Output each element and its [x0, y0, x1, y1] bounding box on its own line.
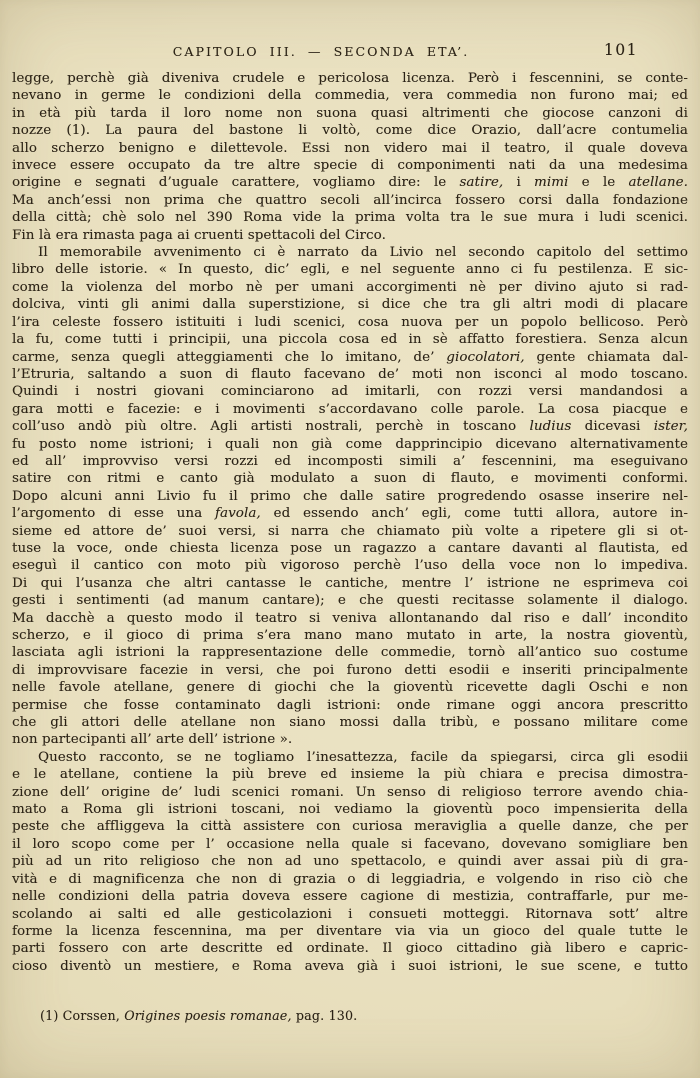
- text-line: coll’uso andò più oltre. Agli artisti nostrali, perchè in toscano ludius dicevasi ister,: [12, 419, 688, 435]
- text-line: Fin là era rimasta paga ai cruenti spettacoli del Circo.: [12, 227, 386, 243]
- text-line: gara motti e facezie: e i movimenti s’accordavano colle parole. La cosa piacque e: [12, 401, 688, 417]
- text-line: permise che fosse contaminato dagli istrioni: onde rimane oggi ancora prescritto: [12, 697, 688, 713]
- text-line: più ad un rito religioso che non ad uno spettacolo, e quindi aver assai più di gra-: [12, 854, 688, 870]
- text-line: vità e di magnificenza che non di grazia o di leggiadria, e volgendo in riso ciò che: [12, 871, 688, 887]
- text-line: come la violenza del morbo nè per umani accorgimenti nè per divino ajuto si rad-: [12, 279, 688, 295]
- text-line: gesti i sentimenti (ad manum cantare); e che questi recitasse solamente il dialogo.: [12, 593, 688, 609]
- text-line: dolciva, vinti gli animi dalla superstizione, si dice che tra gli altri modi di placare: [12, 297, 688, 313]
- page-number: 101: [603, 41, 638, 59]
- text-line: scolando ai salti ed alle gesticolazioni i consueti motteggi. Ritornava sott’ altre: [12, 906, 688, 922]
- text-line: Ma dacchè a questo modo il teatro si veniva allontanando dal riso e dall’ incondito: [12, 610, 688, 626]
- text-line: non partecipanti all’ arte dell’ istrione ».: [12, 732, 293, 748]
- text-line: l’ira celeste fossero istituiti i ludi scenici, cosa nuova per un popolo bellicoso. Però: [12, 314, 688, 330]
- text-line: fu posto nome istrioni; i quali non già come dapprincipio dicevano alternativamente: [12, 436, 688, 452]
- text-line: mato a Roma gli istrioni toscani, noi vediamo la gioventù poco impensierita della: [12, 802, 688, 818]
- footnote: (1) Corssen, Origines poesis romanae, pag. 130.: [40, 1008, 358, 1023]
- text-line: la fu, come tutti i principii, una piccola cosa ed in sè affatto forestiera. Senza alcun: [12, 332, 688, 348]
- text-line: nevano in germe le condizioni della commedia, vera commedia non furono mai; ed: [12, 88, 688, 104]
- text-line: nelle favole atellane, genere di giochi che la gioventù ricevette dagli Oschi e non: [12, 680, 688, 696]
- page-header: [0, 41, 700, 62]
- text-line: nelle condizioni della patria doveva essere cagione di mestizia, contraffarle, pur me-: [12, 889, 688, 905]
- text-line: che gli attori delle atellane non siano mossi dalla tribù, e possano militare come: [12, 715, 688, 731]
- text-line: scherzo, e il gioco di prima s’era mano mano mutato in arte, la nostra gioventù,: [12, 628, 688, 643]
- text-line: di improvvisare facezie in versi, che poi furono detti esodii e inseriti principalmente: [12, 662, 688, 678]
- text-line: forme la licenza fescennina, ma per diventare via via un gioco del quale tutte le: [12, 923, 688, 939]
- running-title: CAPITOLO III. — SECONDA ETA’.: [172, 44, 470, 59]
- text-line: eseguì il cantico con moto più vigoroso perchè l’uso della voce non lo impediva.: [12, 558, 688, 574]
- text-line: Ma anch’essi non prima che quattro secoli all’incirca fossero corsi dalla fondazione: [12, 192, 688, 208]
- text-line: nozze (1). La paura del bastone li voltò, come dice Orazio, dall’acre contumelia: [12, 123, 688, 139]
- text-line: e le atellane, contiene la più breve ed insieme la più chiara e precisa dimostra-: [12, 767, 688, 783]
- text-line: della città; chè solo nel 390 Roma vide la prima volta tra le sue mura i ludi scenici.: [12, 210, 688, 226]
- text-line: origine e segnati d’uguale carattere, vogliamo dire: le satire, i mimi e le atellane.: [12, 175, 688, 191]
- page-body: [12, 70, 688, 975]
- text-line: allo scherzo benigno e dilettevole. Essi non videro mai il teatro, il quale doveva: [12, 140, 688, 156]
- text-line: legge, perchè già diveniva crudele e pericolosa licenza. Però i fescennini, se conte-: [12, 71, 688, 86]
- text-line: Questo racconto, se ne togliamo l’inesattezza, facile da spiegarsi, circa gli esodii: [38, 749, 688, 765]
- text-line: lasciata agli istrioni la rappresentazione delle commedie, tornò all’antico suo costume: [12, 645, 688, 661]
- text-line: satire con ritmi e canto già modulato a suon di flauto, e movimenti conformi.: [12, 471, 688, 487]
- text-line: Quindi i nostri giovani cominciarono ad imitarli, con rozzi versi mandandosi a: [12, 384, 688, 400]
- text-line: peste che affliggeva la città assistere con curiosa meraviglia a quelle danze, che per: [12, 819, 688, 835]
- text-line: parti fossero con arte descritte ed ordinate. Il gioco cittadino già libero e capric-: [12, 941, 688, 957]
- text-line: tuse la voce, onde chiesta licenza pose un ragazzo a cantare davanti al flautista, ed: [12, 540, 688, 556]
- text-line: cioso diventò un mestiere, e Roma aveva già i suoi istrioni, le sue scene, e tutto: [12, 958, 688, 974]
- text-line: in età più tarda il loro nome non suona quasi altrimenti che giocose canzoni di: [12, 105, 688, 121]
- text-line: l’Etruria, saltando a suon di flauto facevano de’ moti non isconci al modo toscano.: [12, 366, 688, 382]
- text-line: libro delle istorie. « In questo, dic’ egli, e nel seguente anno ci fu pestilenza. E sic-: [12, 262, 688, 278]
- text-line: sieme ed attore de’ suoi versi, si narra che chiamato più volte a ripetere gli si ot-: [12, 523, 688, 539]
- text-line: l’argomento di esse una favola, ed essendo anch’ egli, come tutti allora, autore in-: [12, 506, 688, 522]
- text-line: il loro scopo come per l’ occasione nella quale si facevano, dovevano somigliare ben: [12, 836, 688, 852]
- text-line: ed all’ improvviso versi rozzi ed incomposti simili a’ fescennini, ma eseguivano: [12, 453, 688, 469]
- text-line: Dopo alcuni anni Livio fu il primo che dalle satire progredendo osasse inserire nel-: [12, 488, 688, 504]
- text-line: Di qui l’usanza che altri cantasse le cantiche, mentre l’ istrione ne esprimeva coi: [12, 575, 688, 591]
- text-line: invece essere occupato da tre altre specie di componimenti nati da una medesima: [12, 158, 688, 174]
- text-line: zione dell’ origine de’ ludi scenici romani. Un senso di religioso terrore avendo chia-: [12, 784, 688, 800]
- text-line: Il memorabile avvenimento ci è narrato da Livio nel secondo capitolo del settimo: [38, 245, 688, 261]
- text-line: carme, senza quegli atteggiamenti che lo imitano, de’ giocolatori, gente chiamata dal-: [12, 349, 688, 365]
